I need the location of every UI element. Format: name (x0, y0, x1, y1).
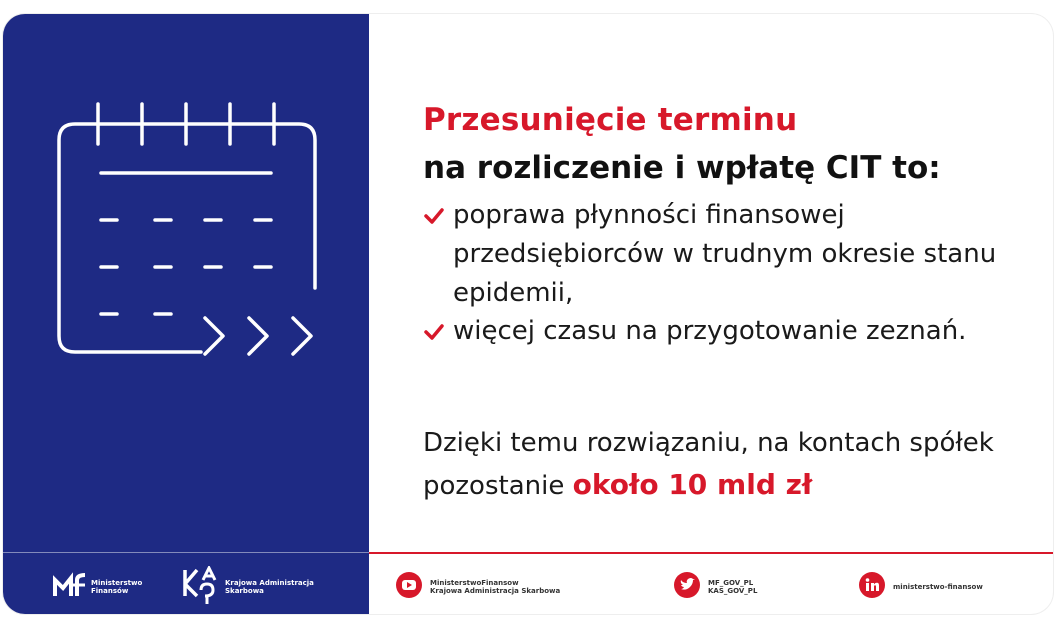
summary-body: Dzięki temu rozwiązaniu, na kontach spółek pozostanie (423, 428, 994, 501)
twitter-line-1: MF_GOV_PL (708, 579, 754, 587)
kas-logo-icon (181, 566, 221, 604)
checkmark-icon (423, 321, 445, 343)
headline-black: na rozliczenie i wpłatę CIT to: (423, 150, 941, 186)
twitter-line-2: KAS_GOV_PL (708, 587, 758, 595)
youtube-line-1: MinisterstwoFinansow (430, 579, 519, 587)
bullet-text: więcej czasu na przygotowanie zeznań. (453, 316, 967, 346)
footer-divider (369, 552, 1053, 554)
mf-logo-icon (53, 572, 87, 598)
right-panel (369, 14, 1053, 614)
left-panel (3, 14, 369, 614)
bullet-item (423, 196, 1013, 313)
mf-logo-line-2: Finansów (91, 587, 129, 595)
twitter-icon (674, 572, 700, 598)
headline-red: Przesunięcie terminu (423, 102, 798, 138)
left-divider (3, 552, 369, 553)
summary-highlight: około 10 mld zł (572, 468, 813, 501)
bullet-item (423, 312, 1013, 351)
mf-logo-line-1: Ministerstwo (91, 579, 143, 587)
twitter-text (708, 579, 757, 595)
summary-text (423, 422, 1023, 507)
checkmark-icon (423, 205, 445, 227)
kas-logo-line-2: Skarbowa (225, 587, 264, 595)
institution-logos (3, 554, 369, 614)
kas-logo-text (225, 579, 314, 595)
bullet-text: poprawa płynności finansowej przedsiębiorców w trudnym okresie stanu epidemii, (453, 200, 997, 308)
linkedin-text: ministerstwo-finansow (893, 583, 983, 591)
youtube-text (430, 579, 560, 595)
calendar-arrows-icon (51, 90, 321, 380)
kas-logo-line-1: Krajowa Administracja (225, 579, 314, 587)
infographic-card (3, 14, 1053, 614)
mf-logo-text (91, 579, 142, 595)
youtube-line-2: Krajowa Administracja Skarbowa (430, 587, 561, 595)
linkedin-icon (859, 572, 885, 598)
youtube-icon (396, 572, 422, 598)
